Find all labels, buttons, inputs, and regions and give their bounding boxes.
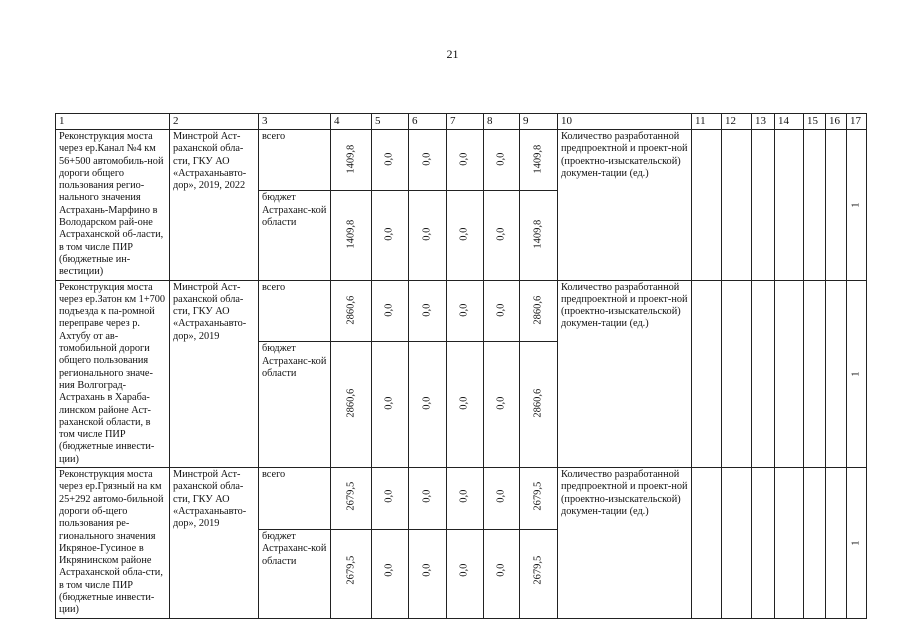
amount-cell <box>372 191 409 280</box>
record-row-total <box>56 468 867 530</box>
amount-cell <box>409 280 447 342</box>
amount-value: 0,0 <box>495 152 507 166</box>
amount-cell <box>331 342 372 468</box>
amount-value: 2679,5 <box>344 555 356 585</box>
amount-value: 0,0 <box>421 227 433 241</box>
amount-cell <box>484 130 520 191</box>
amount-cell <box>409 130 447 191</box>
empty-cell <box>804 280 826 467</box>
source-label: всего <box>262 281 286 293</box>
col-header: 17 <box>847 114 867 130</box>
object-name-cell <box>56 130 170 281</box>
col17-cell <box>847 280 867 467</box>
amount-value: 0,0 <box>383 489 395 503</box>
amount-value: 0,0 <box>458 489 470 503</box>
amount-value: 0,0 <box>383 303 395 317</box>
empty-cell <box>775 130 804 281</box>
amount-cell <box>372 529 409 618</box>
program-table <box>55 113 867 619</box>
col17-value: 1 <box>850 371 862 377</box>
amount-value: 0,0 <box>421 303 433 317</box>
page-number: 21 <box>446 47 459 61</box>
empty-cell <box>804 468 826 619</box>
amount-value: 1409,8 <box>344 144 356 174</box>
amount-cell <box>331 191 372 280</box>
amount-cell <box>331 529 372 618</box>
amount-value: 1409,8 <box>532 144 544 174</box>
amount-value: 0,0 <box>383 227 395 241</box>
amount-cell <box>484 342 520 468</box>
indicator-text: Количество разработанной предпроектной и проект-ной (проектно-изыскательской) докумен-тации (ед.) <box>561 281 688 330</box>
amount-value: 2860,6 <box>532 388 544 418</box>
source-label: всего <box>262 469 286 481</box>
amount-cell <box>372 342 409 468</box>
indicator-text: Количество разработанной предпроектной и проект-ной (проектно-изыскательской) докумен-тации (ед.) <box>561 131 688 179</box>
empty-cell <box>804 130 826 281</box>
executor: Минстрой Аст-раханской обла-сти, ГКУ АО «Астраханьавто-дор», 2019 <box>173 281 247 342</box>
col-header: 13 <box>752 114 775 130</box>
amount-value: 2860,6 <box>344 295 356 325</box>
source-label: бюджет Астраханс-кой области <box>262 343 327 379</box>
amount-cell <box>520 468 558 530</box>
empty-cell <box>692 280 722 467</box>
col-header: 3 <box>259 114 331 130</box>
amount-value: 2679,5 <box>532 555 544 585</box>
amount-value: 1409,8 <box>532 219 544 249</box>
amount-value: 0,0 <box>383 396 395 410</box>
empty-cell <box>752 280 775 467</box>
amount-value: 0,0 <box>458 303 470 317</box>
executor-cell <box>170 468 259 619</box>
amount-cell <box>409 468 447 530</box>
object-name-cell <box>56 468 170 619</box>
empty-cell <box>826 468 847 619</box>
amount-cell <box>520 280 558 342</box>
empty-cell <box>752 130 775 281</box>
amount-cell <box>409 342 447 468</box>
col-header: 1 <box>56 114 170 130</box>
source-cell <box>259 342 331 468</box>
object-name-cell <box>56 280 170 467</box>
col-header: 12 <box>722 114 752 130</box>
amount-cell <box>520 130 558 191</box>
amount-value: 0,0 <box>421 152 433 166</box>
col17-value: 1 <box>850 202 862 208</box>
source-cell <box>259 191 331 280</box>
amount-cell <box>447 280 484 342</box>
amount-value: 0,0 <box>495 227 507 241</box>
source-cell <box>259 130 331 191</box>
amount-cell <box>331 280 372 342</box>
amount-value: 2679,5 <box>344 481 356 511</box>
object-name: Реконструкция моста через ер.Канал №4 км 56+500 автомобиль-ной дороги общего пользования регио-нального значения Астрахань-Марфино в Володарском рай-оне Астраханской об-ласти, в том числе ПИР (бюджетные ин-вестиции) <box>59 131 164 278</box>
col-header: 9 <box>520 114 558 130</box>
empty-cell <box>826 130 847 281</box>
amount-cell <box>484 280 520 342</box>
amount-cell <box>520 342 558 468</box>
col17-cell <box>847 130 867 281</box>
indicator-cell <box>558 468 692 619</box>
amount-cell <box>484 468 520 530</box>
empty-cell <box>752 468 775 619</box>
amount-value: 0,0 <box>383 563 395 577</box>
amount-value: 0,0 <box>421 396 433 410</box>
col-header: 16 <box>826 114 847 130</box>
col17-cell <box>847 468 867 619</box>
executor: Минстрой Аст-раханской обла-сти, ГКУ АО «Астраханьавто-дор», 2019, 2022 <box>173 131 247 192</box>
empty-cell <box>692 468 722 619</box>
header-row <box>56 114 867 130</box>
executor-cell <box>170 280 259 467</box>
amount-value: 1409,8 <box>344 219 356 249</box>
amount-cell <box>484 529 520 618</box>
col-header: 5 <box>372 114 409 130</box>
record-row-total <box>56 130 867 191</box>
amount-cell <box>447 529 484 618</box>
col-header: 10 <box>558 114 692 130</box>
col-header: 4 <box>331 114 372 130</box>
amount-value: 0,0 <box>495 396 507 410</box>
empty-cell <box>775 468 804 619</box>
col-header: 2 <box>170 114 259 130</box>
col17-value: 1 <box>850 540 862 546</box>
amount-value: 0,0 <box>458 563 470 577</box>
amount-value: 2860,6 <box>344 388 356 418</box>
indicator-cell <box>558 280 692 467</box>
amount-cell <box>520 529 558 618</box>
amount-cell <box>447 342 484 468</box>
source-label: бюджет Астраханс-кой области <box>262 192 327 229</box>
amount-cell <box>484 191 520 280</box>
indicator-cell <box>558 130 692 281</box>
empty-cell <box>826 280 847 467</box>
col-header: 6 <box>409 114 447 130</box>
amount-value: 0,0 <box>495 303 507 317</box>
amount-cell <box>372 280 409 342</box>
amount-cell <box>331 468 372 530</box>
executor: Минстрой Аст-раханской обла-сти, ГКУ АО «Астраханьавто-дор», 2019 <box>173 469 247 530</box>
empty-cell <box>722 130 752 281</box>
amount-cell <box>409 191 447 280</box>
empty-cell <box>775 280 804 467</box>
amount-cell <box>447 468 484 530</box>
amount-value: 0,0 <box>458 396 470 410</box>
amount-value: 0,0 <box>383 152 395 166</box>
source-cell <box>259 468 331 530</box>
amount-value: 2860,6 <box>532 295 544 325</box>
amount-value: 0,0 <box>458 152 470 166</box>
col-header: 15 <box>804 114 826 130</box>
amount-value: 0,0 <box>495 563 507 577</box>
amount-cell <box>372 468 409 530</box>
executor-cell <box>170 130 259 281</box>
record-row-total <box>56 280 867 342</box>
amount-value: 0,0 <box>458 227 470 241</box>
amount-cell <box>520 191 558 280</box>
amount-cell <box>331 130 372 191</box>
empty-cell <box>692 130 722 281</box>
amount-value: 0,0 <box>495 489 507 503</box>
object-name: Реконструкция моста через ер.Грязный на км 25+292 автомо-бильной дороги об-щего пользования ре-гионального значения Икряное-Гусиное в Икрянинском районе Астраханской обла-сти, в том числе ПИР (бюджетные инвести-ции) <box>59 469 164 616</box>
object-name: Реконструкция моста через ер.Затон км 1+700 подъезда к па-ромной переправе через р. Ахтубу от ав-томобильной дороги общего пользования регионального значе-ния Волгоград-Астрахань в Харaба-линском районе Аст-раханской области, в том числе ПИР (бюджетные инвести-ции) <box>59 281 166 465</box>
amount-cell <box>372 130 409 191</box>
indicator-text: Количество разработанной предпроектной и проект-ной (проектно-изыскательской) докумен-тации (ед.) <box>561 469 688 517</box>
source-label: бюджет Астраханс-кой области <box>262 530 327 567</box>
col-header: 7 <box>447 114 484 130</box>
amount-cell <box>447 191 484 280</box>
source-cell <box>259 280 331 342</box>
source-label: всего <box>262 131 286 142</box>
amount-value: 0,0 <box>421 489 433 503</box>
amount-value: 0,0 <box>421 563 433 577</box>
amount-cell <box>409 529 447 618</box>
col-header: 8 <box>484 114 520 130</box>
amount-value: 2679,5 <box>532 481 544 511</box>
empty-cell <box>722 280 752 467</box>
empty-cell <box>722 468 752 619</box>
amount-cell <box>447 130 484 191</box>
col-header: 11 <box>692 114 722 130</box>
col-header: 14 <box>775 114 804 130</box>
source-cell <box>259 529 331 618</box>
